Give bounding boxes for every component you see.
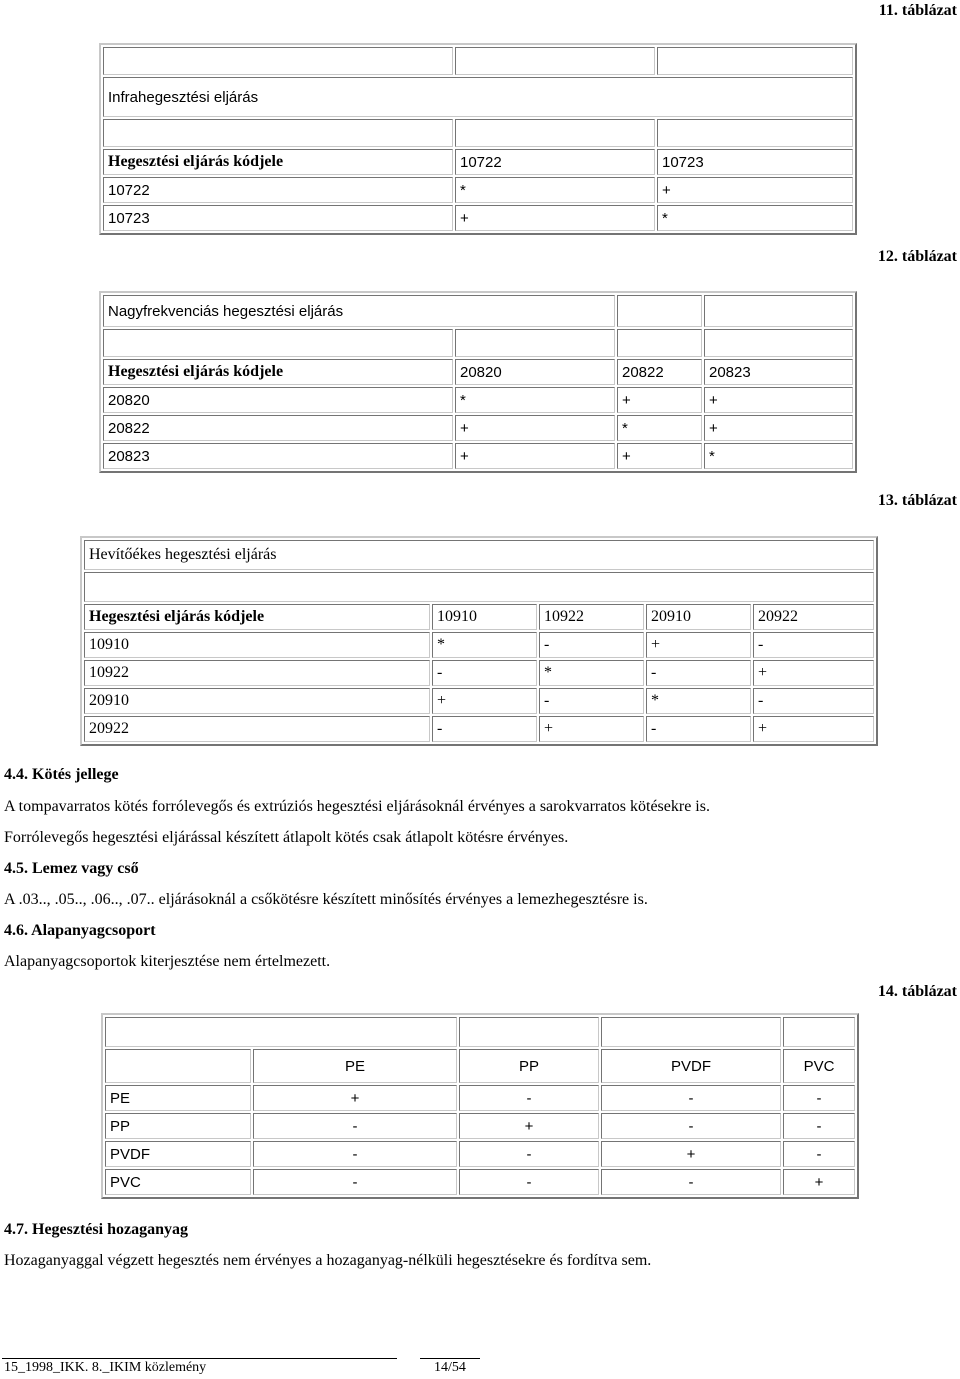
cell: + bbox=[617, 387, 702, 413]
table-label-14: 14. táblázat bbox=[877, 983, 957, 1000]
cell: - bbox=[646, 660, 751, 686]
footer-divider bbox=[2, 1358, 397, 1359]
header-cell: 20820 bbox=[455, 359, 615, 385]
cell: - bbox=[601, 1085, 781, 1111]
header-cell: PVC bbox=[783, 1049, 855, 1083]
cell: - bbox=[601, 1113, 781, 1139]
table-11 bbox=[99, 43, 857, 235]
cell: * bbox=[432, 632, 537, 658]
cell: - bbox=[432, 660, 537, 686]
row-label: PP bbox=[105, 1113, 251, 1139]
table-title: Infrahegesztési eljárás bbox=[103, 77, 853, 117]
empty-cell bbox=[84, 572, 874, 602]
row-label: 10922 bbox=[84, 660, 430, 686]
cell: + bbox=[783, 1169, 855, 1195]
empty-cell bbox=[657, 119, 853, 147]
section-heading-4-5: 4.5. Lemez vagy cső bbox=[4, 860, 139, 877]
cell: * bbox=[646, 688, 751, 714]
cell: * bbox=[704, 443, 853, 469]
row-label: PVDF bbox=[105, 1141, 251, 1167]
cell: + bbox=[455, 205, 655, 231]
header-cell: 10910 bbox=[432, 604, 537, 630]
cell: - bbox=[539, 632, 644, 658]
table-row bbox=[84, 716, 874, 742]
table-row bbox=[105, 1169, 855, 1195]
cell: + bbox=[455, 415, 615, 441]
empty-cell bbox=[783, 1017, 855, 1047]
table-row bbox=[105, 1141, 855, 1167]
table-row bbox=[84, 660, 874, 686]
section-heading-4-7: 4.7. Hegesztési hozaganyag bbox=[4, 1221, 188, 1238]
section-4-4-paragraph-2: Forrólevegős hegesztési eljárással készített átlapolt kötés csak átlapolt kötésre érvényes. bbox=[4, 829, 569, 846]
table-row bbox=[103, 387, 853, 413]
cell: - bbox=[753, 688, 874, 714]
section-4-4-paragraph-1: A tompavarratos kötés forrólevegős és extrúziós hegesztési eljárásoknál érvényes a sarokvarratos kötésekre is. bbox=[4, 798, 710, 815]
table-12 bbox=[99, 291, 857, 473]
cell: + bbox=[657, 177, 853, 203]
empty-cell bbox=[704, 329, 853, 357]
table-header-row bbox=[103, 359, 853, 385]
empty-cell bbox=[103, 47, 453, 75]
table-row bbox=[103, 177, 853, 203]
cell: + bbox=[459, 1113, 599, 1139]
cell: + bbox=[617, 443, 702, 469]
cell: * bbox=[657, 205, 853, 231]
empty-cell bbox=[455, 329, 615, 357]
table-label-11: 11. táblázat bbox=[878, 2, 957, 19]
cell: + bbox=[539, 716, 644, 742]
cell: * bbox=[455, 177, 655, 203]
row-label: 10910 bbox=[84, 632, 430, 658]
cell: - bbox=[783, 1113, 855, 1139]
header-cell: PE bbox=[253, 1049, 457, 1083]
cell: - bbox=[253, 1113, 457, 1139]
empty-cell bbox=[105, 1017, 457, 1047]
cell: - bbox=[601, 1169, 781, 1195]
table-header-row bbox=[103, 149, 853, 175]
header-cell bbox=[105, 1049, 251, 1083]
cell: * bbox=[455, 387, 615, 413]
row-label: 20910 bbox=[84, 688, 430, 714]
cell: - bbox=[459, 1085, 599, 1111]
row-label: PVC bbox=[105, 1169, 251, 1195]
header-cell: PP bbox=[459, 1049, 599, 1083]
cell: - bbox=[432, 716, 537, 742]
row-label: 20820 bbox=[103, 387, 453, 413]
cell: + bbox=[704, 387, 853, 413]
empty-cell bbox=[455, 47, 655, 75]
header-cell: 20922 bbox=[753, 604, 874, 630]
row-label: 20822 bbox=[103, 415, 453, 441]
empty-cell bbox=[103, 329, 453, 357]
table-row bbox=[105, 1085, 855, 1111]
header-label: Hegesztési eljárás kódjele bbox=[108, 363, 284, 380]
header-cell: 10922 bbox=[539, 604, 644, 630]
empty-cell bbox=[657, 47, 853, 75]
table-row bbox=[105, 1113, 855, 1139]
cell: + bbox=[753, 716, 874, 742]
cell: + bbox=[455, 443, 615, 469]
row-label: PE bbox=[105, 1085, 251, 1111]
header-cell: PVDF bbox=[601, 1049, 781, 1083]
table-header-row bbox=[105, 1049, 855, 1083]
cell: + bbox=[253, 1085, 457, 1111]
cell: - bbox=[539, 688, 644, 714]
header-cell: 10722 bbox=[455, 149, 655, 175]
row-label: 20922 bbox=[84, 716, 430, 742]
footer-page-number: 14/54 bbox=[434, 1360, 466, 1375]
section-heading-4-4: 4.4. Kötés jellege bbox=[4, 766, 119, 783]
table-row bbox=[103, 205, 853, 231]
empty-cell bbox=[617, 329, 702, 357]
cell: * bbox=[617, 415, 702, 441]
section-4-5-paragraph-1: A .03.., .05.., .06.., .07.. eljárásoknál a csőkötésre készített minősítés érvényes a lemezhegesztésre is. bbox=[4, 891, 648, 908]
table-title: Nagyfrekvenciás hegesztési eljárás bbox=[103, 295, 615, 327]
table-label-13: 13. táblázat bbox=[877, 492, 957, 509]
empty-cell bbox=[459, 1017, 599, 1047]
cell: + bbox=[601, 1141, 781, 1167]
table-13 bbox=[80, 536, 878, 746]
table-14 bbox=[101, 1013, 859, 1199]
row-label: 20823 bbox=[103, 443, 453, 469]
section-4-7-paragraph-1: Hozaganyaggal végzett hegesztés nem érvényes a hozaganyag-nélküli hegesztésekre és fordítva sem. bbox=[4, 1252, 652, 1269]
table-row bbox=[84, 688, 874, 714]
header-cell: 20823 bbox=[704, 359, 853, 385]
cell: - bbox=[253, 1141, 457, 1167]
cell: + bbox=[646, 632, 751, 658]
footer-document-id: 15_1998_IKK. 8._IKIM közlemény bbox=[4, 1360, 207, 1375]
cell: - bbox=[783, 1141, 855, 1167]
cell: * bbox=[539, 660, 644, 686]
header-cell: 10723 bbox=[657, 149, 853, 175]
table-title: Hevítőékes hegesztési eljárás bbox=[84, 540, 874, 570]
cell: - bbox=[783, 1085, 855, 1111]
cell: - bbox=[753, 632, 874, 658]
row-label: 10723 bbox=[103, 205, 453, 231]
table-row bbox=[84, 632, 874, 658]
cell: + bbox=[432, 688, 537, 714]
cell: - bbox=[459, 1169, 599, 1195]
cell: - bbox=[253, 1169, 457, 1195]
header-label: Hegesztési eljárás kódjele bbox=[108, 153, 284, 170]
cell: + bbox=[753, 660, 874, 686]
table-row bbox=[103, 443, 853, 469]
empty-cell bbox=[103, 119, 453, 147]
table-header-row bbox=[84, 604, 874, 630]
empty-cell bbox=[601, 1017, 781, 1047]
header-cell: Hegesztési eljárás kódjele bbox=[84, 604, 430, 630]
header-cell bbox=[103, 149, 453, 175]
section-heading-4-6: 4.6. Alapanyagcsoport bbox=[4, 922, 156, 939]
empty-cell bbox=[704, 295, 853, 327]
header-cell: 20910 bbox=[646, 604, 751, 630]
header-cell bbox=[103, 359, 453, 385]
footer-divider bbox=[420, 1358, 480, 1359]
table-row bbox=[103, 415, 853, 441]
table-label-12: 12. táblázat bbox=[877, 248, 957, 265]
section-4-6-paragraph-1: Alapanyagcsoportok kiterjesztése nem értelmezett. bbox=[4, 953, 331, 970]
empty-cell bbox=[617, 295, 702, 327]
cell: + bbox=[704, 415, 853, 441]
row-label: 10722 bbox=[103, 177, 453, 203]
empty-cell bbox=[455, 119, 655, 147]
cell: - bbox=[646, 716, 751, 742]
cell: - bbox=[459, 1141, 599, 1167]
header-cell: 20822 bbox=[617, 359, 702, 385]
